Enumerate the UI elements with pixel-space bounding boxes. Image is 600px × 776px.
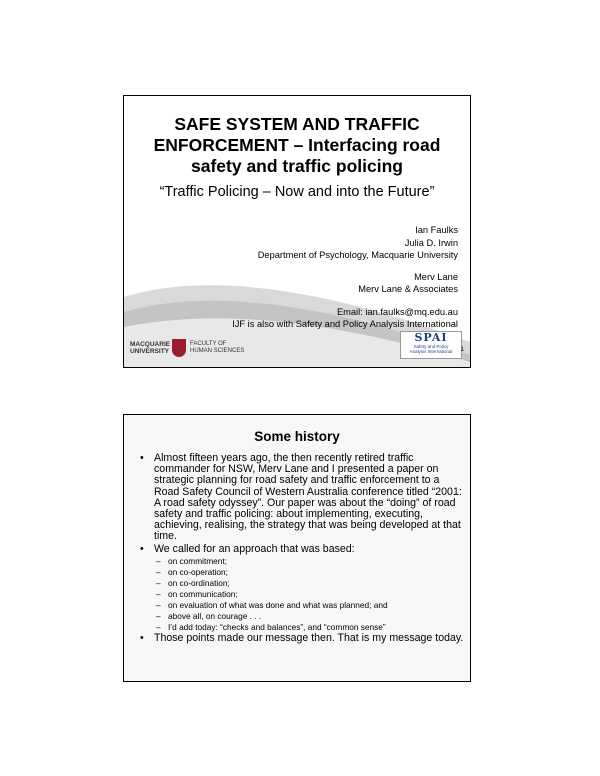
page-number: 1 <box>460 347 464 353</box>
bullet-item: • Those points made our message then. That is my message today. <box>138 633 466 644</box>
logo-text: UNIVERSITY <box>130 348 170 355</box>
author-name: Ian Faulks <box>415 225 458 235</box>
bullet-item: • Almost fifteen years ago, the then recently retired traffic commander for NSW, Merv Lane and I presented a paper on strategic planning for road safety and traffic enforcement to a Road Safety Council of Western Australia conference titled “2001: A road safety odyssey”. Our paper was about the “doing” of road safety and traffic policing: about implementing, executing, achieving, realising, the strategy that was being developed at that time. <box>138 453 466 543</box>
logo-text: MACQUARIE <box>130 341 171 348</box>
sub-bullet: – on communication; <box>138 589 466 600</box>
university-crest-icon <box>172 339 186 357</box>
title-slide <box>123 95 471 368</box>
logo-text: Safety and Policy <box>413 344 449 349</box>
logo-text: HUMAN SCIENCES <box>190 348 245 354</box>
sub-bullet: – on co-ordination; <box>138 578 466 589</box>
title-line: SAFE SYSTEM AND TRAFFIC <box>174 114 420 134</box>
faculty-logo <box>190 341 244 355</box>
department: Department of Psychology, Macquarie University <box>257 250 458 260</box>
title-line: ENFORCEMENT – Interfacing road <box>153 135 441 155</box>
sub-bullet: – on evaluation of what was done and what was planned; and <box>138 600 466 611</box>
sub-bullet: – above all, on courage . . . <box>138 611 466 622</box>
sub-bullet: – on co-operation; <box>138 567 466 578</box>
slide-title <box>124 114 470 177</box>
macquarie-logo <box>130 341 170 355</box>
slide-subtitle: “Traffic Policing – Now and into the Future” <box>159 184 435 200</box>
affiliation: IJF is also with Safety and Policy Analysis International <box>232 319 458 329</box>
sub-bullet: – on commitment; <box>138 556 466 567</box>
sub-bullet: – I’d add today: “checks and balances”, and “common sense” <box>138 622 466 633</box>
spai-logo <box>400 331 462 359</box>
slide-body <box>138 453 466 645</box>
history-slide <box>123 414 471 682</box>
email: Email: ian.faulks@mq.edu.au <box>336 307 458 317</box>
slide-title: Some history <box>254 429 340 444</box>
title-line: safety and traffic policing <box>191 156 403 176</box>
logo-text: SPAI <box>414 331 448 344</box>
organisation: Merv Lane & Associates <box>358 284 458 294</box>
author-name: Julia D. Irwin <box>404 238 458 248</box>
logo-text: FACULTY OF <box>190 341 227 347</box>
logo-text: Analysis International <box>409 349 453 354</box>
author-name: Merv Lane <box>414 272 458 282</box>
bullet-item: • We called for an approach that was based: <box>138 544 466 555</box>
